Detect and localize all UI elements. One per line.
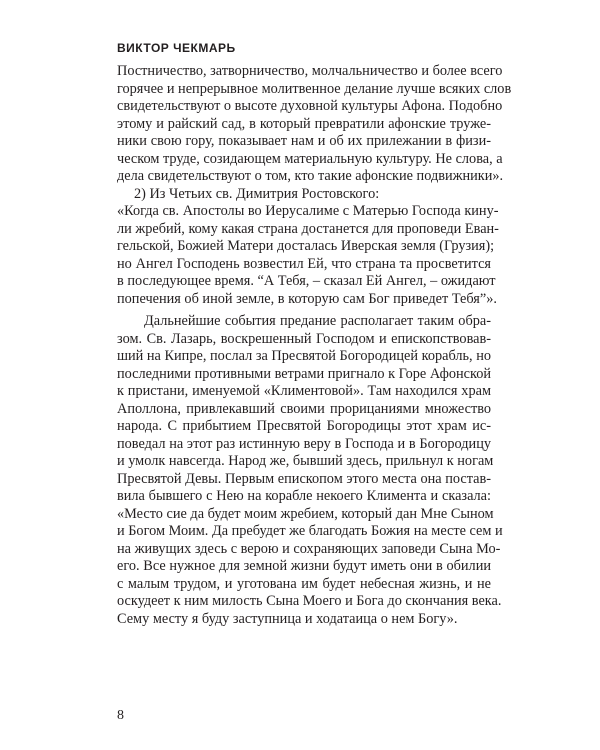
text-line: Постничество, затворничество, молчальничество и более всего — [117, 63, 503, 79]
text-line: Сему месту я буду заступница и ходатаица о нем Богу». — [117, 610, 458, 627]
body-text — [117, 63, 512, 628]
text-line: Дальнейшие события предание располагает таким обра- — [144, 313, 491, 329]
text-line: но Ангел Господень возвестил Ей, что страна та просветится — [117, 255, 491, 272]
text-line: ли жребий, кому какая страна достанется для проповеди Еван- — [117, 220, 499, 237]
text-line: ники свою гору, показывает нам и об их прилежании в физи- — [117, 133, 491, 149]
text-line: попечения об иной земле, в которую сам Бог приведет Тебя”». — [117, 290, 497, 307]
item-2-heading: 2) Из Четьих св. Димитрия Ростовского: — [134, 185, 380, 202]
text-line: ший на Кипре, послал за Пресвятой Богородицей корабль, но — [117, 348, 491, 364]
text-line: гельской, Божией Матери досталась Иверская земля (Грузия); — [117, 238, 495, 254]
text-line: на живущих здесь с верою и сохраняющих заповеди Сына Мо- — [117, 540, 501, 557]
text-line: «Когда св. Апостолы во Иерусалиме с Матерью Господа кину- — [117, 203, 499, 219]
text-line: его. Все нужное для земной жизни будут иметь они в обилии — [117, 558, 491, 574]
text-line: в последующее время. “А Тебя, – сказал Ей Ангел, – ожидают — [117, 273, 496, 289]
text-line: дела свидетельствуют о том, кто такие афонские подвижники». — [117, 168, 504, 184]
paragraph-1 — [117, 63, 512, 186]
text-line: горячее и непрерывное молитвенное делание лучше всяких слов — [117, 80, 512, 97]
text-line: оскудеет к ним милость Сына Моего и Бога до скончания века. — [117, 593, 502, 609]
text-line: с малым трудом, и уготована им будет небесная жизнь, и не — [117, 575, 491, 592]
text-line: последними противными ветрами пригнало к Горе Афонской — [117, 365, 492, 382]
running-header: ВИКТОР ЧЕКМАРЬ — [117, 41, 236, 55]
text-line: «Место сие да будет моим жребием, который дан Мне Сыном — [117, 505, 494, 522]
text-line: этому и райский сад, в который превратили афонские труже- — [117, 115, 491, 132]
text-line: и умолк навсегда. Народ же, бывший здесь, прильнул к ногам — [117, 453, 494, 469]
text-line: и Богом Моим. Да пребудет же благодать Божия на месте сем и — [117, 523, 503, 539]
text-line: зом. Св. Лазарь, воскрешенный Господом и епископствовав- — [117, 330, 491, 347]
text-line: вила бывшего с Нею на корабле некоего Климента и сказала: — [117, 488, 491, 504]
paragraph-3 — [117, 313, 503, 628]
text-line: к пристани, именуемой «Климентовой». Там находился храм — [117, 383, 491, 399]
quote-1 — [117, 203, 499, 308]
page-number: 8 — [117, 708, 124, 723]
text-line: народа. С прибытием Пресвятой Богородицы этот храм ис- — [117, 418, 491, 434]
text-line: Пресвятой Девы. Первым епископом этого места она постав- — [117, 470, 491, 487]
text-line: Аполлона, привлекавший своими прорицаниями множество — [117, 400, 491, 417]
text-line: свидетельствуют о высоте духовной культуры Афона. Подобно — [117, 98, 503, 114]
text-line: ческом труде, созидающем материальную культуру. Не слова, а — [117, 150, 503, 167]
text-line: поведал на этот раз истинную веру в Господа и в Богородицу — [117, 435, 491, 452]
